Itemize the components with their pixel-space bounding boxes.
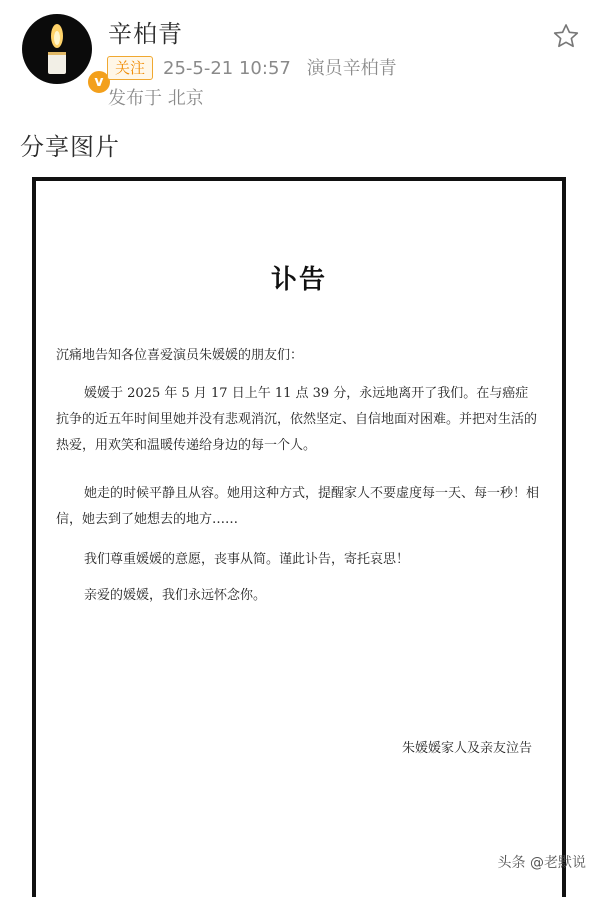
notice-paragraph-4: 亲爱的媛媛，我们永远怀念你。 <box>84 588 267 603</box>
verified-badge-icon: v <box>86 69 112 95</box>
watermark: 头条 @老默说 <box>497 855 586 871</box>
post-timestamp: 25-5-21 10:57 <box>163 58 291 79</box>
follow-button[interactable]: 关注 <box>107 56 153 80</box>
author-title: 演员辛柏青 <box>306 58 397 79</box>
notice-paragraph-1: 媛媛于 2025 年 5 月 17 日上午 11 点 39 分，永远地离开了我们。在与癌症抗争的近五年时间里她并没有悲观消沉，依然坚定、自信地面对困难。并把对生活的热爱，用欢笑和温暖传递给身边的每一个人。 <box>56 386 538 453</box>
post-meta <box>163 54 407 80</box>
notice-image[interactable] <box>32 177 566 897</box>
post-location: 发布于 北京 <box>108 88 204 109</box>
notice-salutation: 沉痛地告知各位喜爱演员朱媛媛的朋友们： <box>56 348 304 363</box>
notice-signature: 朱媛媛家人及亲友泣告 <box>401 741 532 756</box>
notice-paragraph-2: 她走的时候平静且从容。她用这种方式，提醒家人不要虚度每一天、每一秒！相信，她去到了她想去的地方…… <box>56 486 540 527</box>
candle-icon <box>44 22 70 76</box>
star-outline-icon[interactable] <box>552 22 580 50</box>
notice-paragraph-3: 我们尊重媛媛的意愿，丧事从简。谨此讣告，寄托哀思！ <box>84 552 410 567</box>
author-name[interactable]: 辛柏青 <box>108 20 183 48</box>
avatar[interactable] <box>22 14 104 90</box>
notice-title: 讣告 <box>270 265 327 295</box>
share-label: 分享图片 <box>20 133 120 161</box>
